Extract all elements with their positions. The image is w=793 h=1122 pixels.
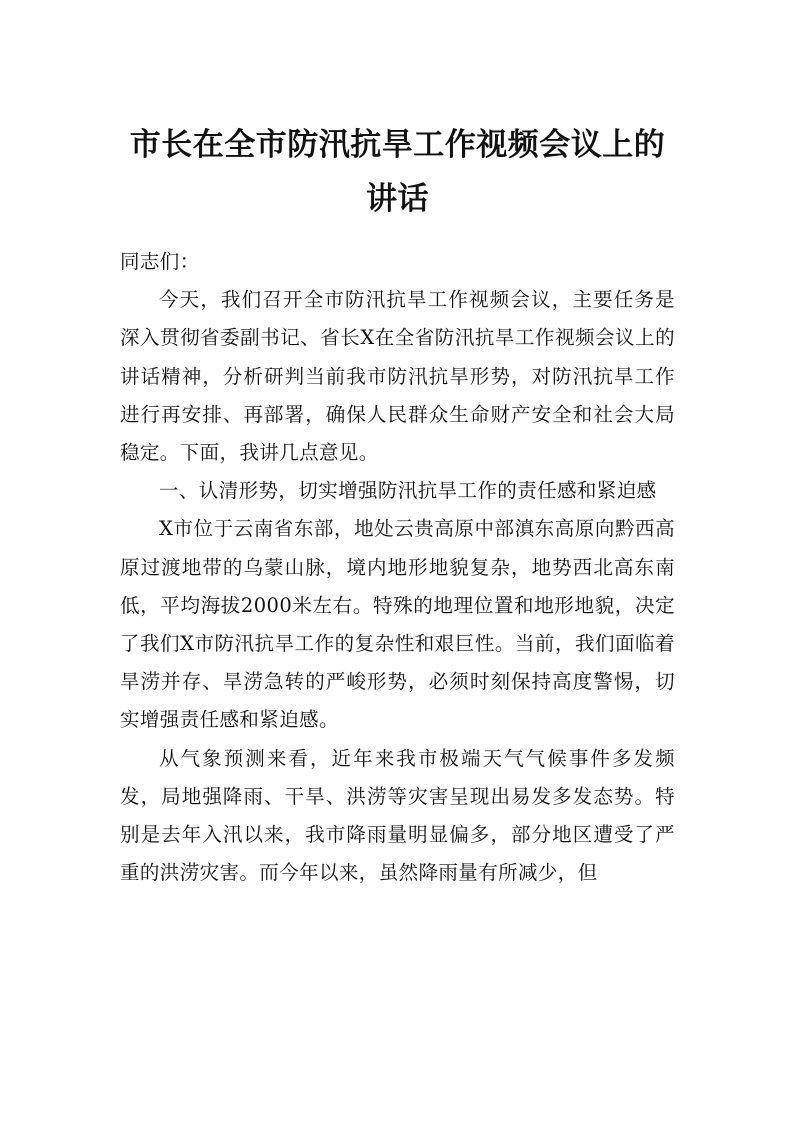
document-title: 市长在全市防汛抗旱工作视频会议上的讲话 [129, 127, 666, 217]
document-body [120, 243, 675, 892]
paragraph-weather: 从气象预测来看，近年来我市极端天气气候事件多发频发，局地强降雨、干旱、洪涝等灾害呈现出易发多发态势。特别是去年入汛以来，我市降雨量明显偏多，部分地区遭受了严重的洪涝灾害。而今年以来，虽然降雨量有所减少，但 [120, 746, 675, 885]
paragraph-geography: X市位于云南省东部，地处云贵高原中部滇东高原向黔西高原过渡地带的乌蒙山脉，境内地形地貌复杂，地势西北高东南低，平均海拔2000米左右。特殊的地理位置和地形地貌，决定了我们X市防汛抗旱工作的复杂性和艰巨性。当前，我们面临着旱涝并存、旱涝急转的严峻形势，必须时刻保持高度警惕，切实增强责任感和紧迫感。 [120, 517, 675, 732]
greeting: 同志们： [120, 250, 200, 273]
section-heading-1: 一、认清形势，切实增强防汛抗旱工作的责任感和紧迫感 [159, 479, 657, 503]
paragraph-intro: 今天，我们召开全市防汛抗旱工作视频会议，主要任务是深入贯彻省委副书记、省长X在全省防汛抗旱工作视频会议上的讲话精神，分析研判当前我市防汛抗旱形势，对防汛抗旱工作进行再安排、再部署，确保人民群众生命财产安全和社会大局稳定。下面，我讲几点意见。 [120, 288, 675, 465]
